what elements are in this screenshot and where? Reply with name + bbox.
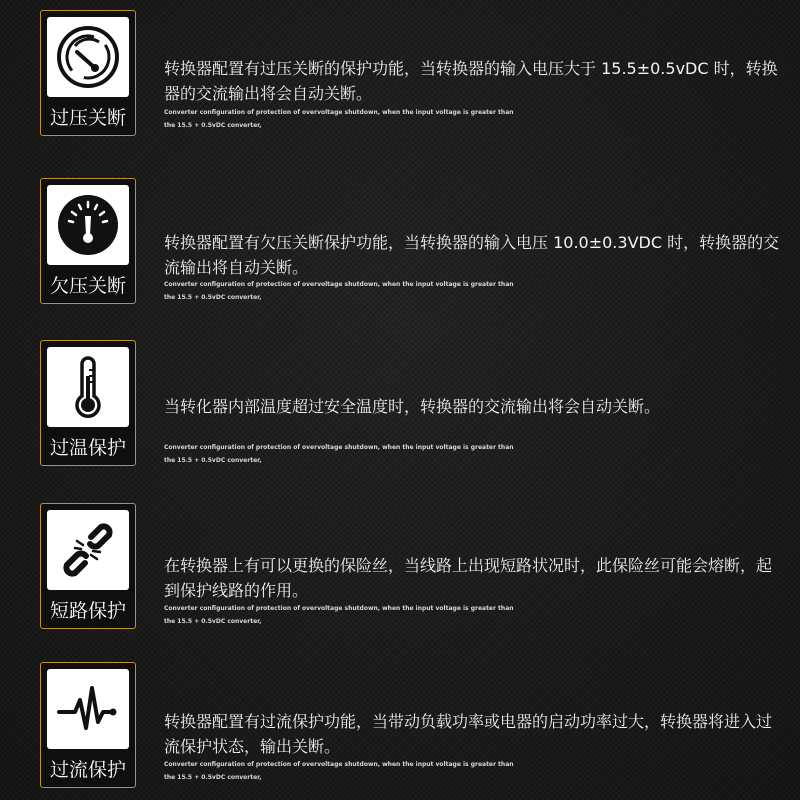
feature-icon-box <box>47 185 129 265</box>
gauge-icon <box>55 192 121 258</box>
feature-badge <box>40 340 136 466</box>
feature-description: 转换器配置有过压关断的保护功能，当转换器的输入电压大于 15.5±0.5vDC 时，转换器的交流输出将会自动关断。 <box>164 59 778 103</box>
feature-label: 欠压关断 <box>49 275 126 297</box>
feature-undervoltage <box>0 178 800 308</box>
feature-label: 短路保护 <box>49 600 126 622</box>
feature-overcurrent <box>0 662 800 792</box>
broken-chain-icon <box>55 517 121 583</box>
feature-icon-box <box>47 669 129 749</box>
feature-description: 在转换器上有可以更换的保险丝，当线路上出现短路状况时，此保险丝可能会熔断，起到保护线路的作用。 <box>164 556 773 600</box>
feature-note: Converter configuration of protection of overvoltage shutdown, when the input voltage is greater than the 15.5 + 0.5vDC converter, <box>164 761 514 781</box>
feature-overtemperature <box>0 340 800 470</box>
feature-overvoltage <box>0 10 800 140</box>
feature-note: Converter configuration of protection of overvoltage shutdown, when the input voltage is greater than the 15.5 + 0.5vDC converter, <box>164 109 514 129</box>
feature-icon-box <box>47 17 129 97</box>
feature-note: Converter configuration of protection of overvoltage shutdown, when the input voltage is greater than the 15.5 + 0.5vDC converter, <box>164 444 514 464</box>
feature-label: 过温保护 <box>49 437 126 459</box>
feature-badge <box>40 178 136 304</box>
feature-icon-box <box>47 510 129 590</box>
feature-badge <box>40 662 136 788</box>
feature-description: 转换器配置有欠压关断保护功能，当转换器的输入电压 10.0±0.3VDC 时，转换器的交流输出将自动关断。 <box>164 233 780 277</box>
feature-note: Converter configuration of protection of overvoltage shutdown, when the input voltage is greater than the 15.5 + 0.5vDC converter, <box>164 281 514 301</box>
feature-note: Converter configuration of protection of overvoltage shutdown, when the input voltage is greater than the 15.5 + 0.5vDC converter, <box>164 605 514 625</box>
feature-short-circuit <box>0 503 800 633</box>
pulse-icon <box>55 676 121 742</box>
feature-badge <box>40 10 136 136</box>
feature-description: 转换器配置有过流保护功能，当带动负载功率或电器的启动功率过大，转换器将进入过流保护状态，输出关断。 <box>164 712 773 756</box>
feature-label: 过流保护 <box>49 759 126 781</box>
feature-label: 过压关断 <box>49 107 126 129</box>
thermometer-icon <box>55 354 121 420</box>
feature-icon-box <box>47 347 129 427</box>
feature-badge <box>40 503 136 629</box>
feature-description: 当转化器内部温度超过安全温度时，转换器的交流输出将会自动关断。 <box>164 397 661 416</box>
overvoltage-gauge-icon <box>55 24 121 90</box>
